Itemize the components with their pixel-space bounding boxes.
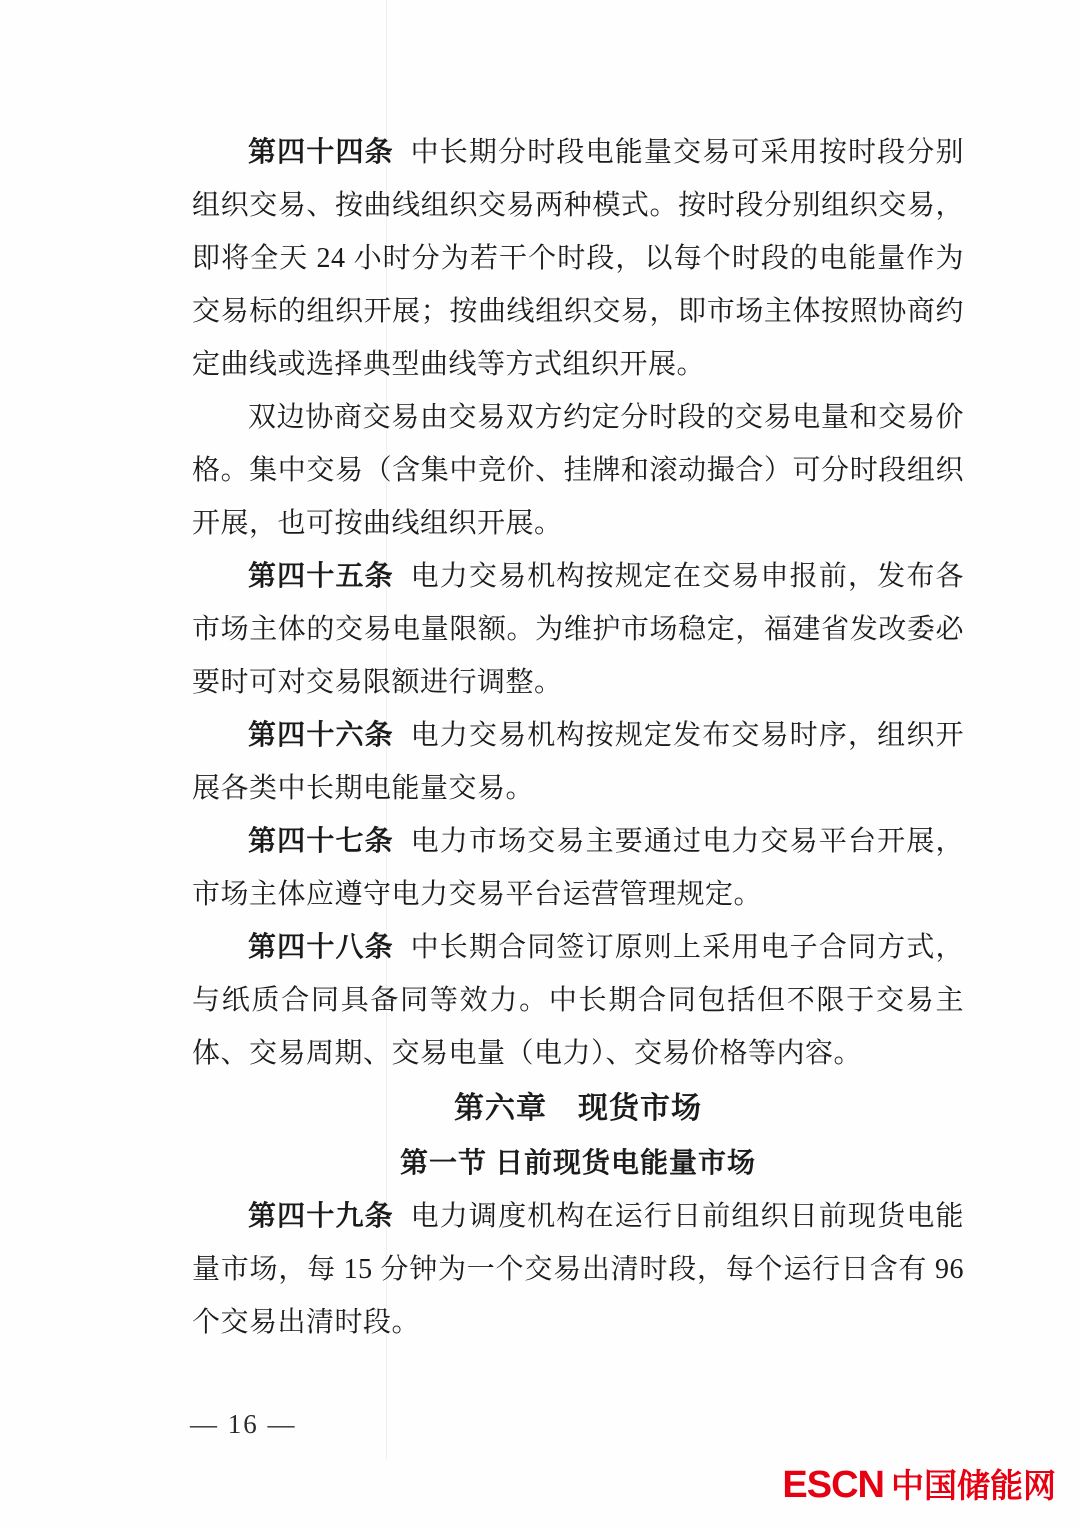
article-text: 电力市场交易主要通过电力交易平台开展，市场主体应遵守电力交易平台运营管理规定。 [192,826,964,910]
escn-logo-latin: ESCN [782,1464,884,1506]
article-text: 电力交易机构按规定在交易申报前，发布各市场主体的交易电量限额。为维护市场稳定，福建省发改委必要时可对交易限额进行调整。 [192,561,964,698]
article-text: 中长期合同签订原则上采用电子合同方式，与纸质合同具备同等效力。中长期合同包括但不限于交易主体、交易周期、交易电量（电力）、交易价格等内容。 [192,932,964,1069]
paragraph-bilateral-trade [192,391,964,550]
article-number: 第四十五条 [248,561,394,592]
escn-watermark-logo [782,1466,1056,1504]
article-number: 第四十四条 [248,137,394,168]
article-number: 第四十七条 [248,826,394,857]
paragraph-article-49 [192,1190,964,1349]
chapter-heading: 第六章 现货市场 [454,1092,702,1125]
article-text: 中长期分时段电能量交易可采用按时段分别组织交易、按曲线组织交易两种模式。按时段分别组织交易，即将全天 24 小时分为若干个时段，以每个时段的电能量作为交易标的组织开展；按曲线组织交易，即市场主体按照协商约定曲线或选择典型曲线等方式组织开展。 [192,137,964,380]
section-heading: 第一节 日前现货电能量市场 [399,1148,756,1179]
document-body [192,126,964,1349]
escn-logo-chinese: 中国储能网 [891,1467,1056,1504]
article-text: 电力交易机构按规定发布交易时序，组织开展各类中长期电能量交易。 [192,720,964,804]
article-number: 第四十八条 [248,932,394,963]
article-text: 电力调度机构在运行日前组织日前现货电能量市场，每 15 分钟为一个交易出清时段，每个运行日含有 96 个交易出清时段。 [192,1201,964,1338]
paragraph-article-47 [192,815,964,921]
paragraph-article-46 [192,709,964,815]
article-text: 双边协商交易由交易双方约定分时段的交易电量和交易价格。集中交易（含集中竞价、挂牌和滚动撮合）可分时段组织开展，也可按曲线组织开展。 [192,402,964,539]
article-number: 第四十六条 [248,720,394,751]
paragraph-article-44 [192,126,964,391]
page-number: — 16 — [190,1409,297,1439]
article-number: 第四十九条 [248,1201,394,1232]
paragraph-article-45 [192,550,964,709]
paragraph-article-48 [192,921,964,1080]
